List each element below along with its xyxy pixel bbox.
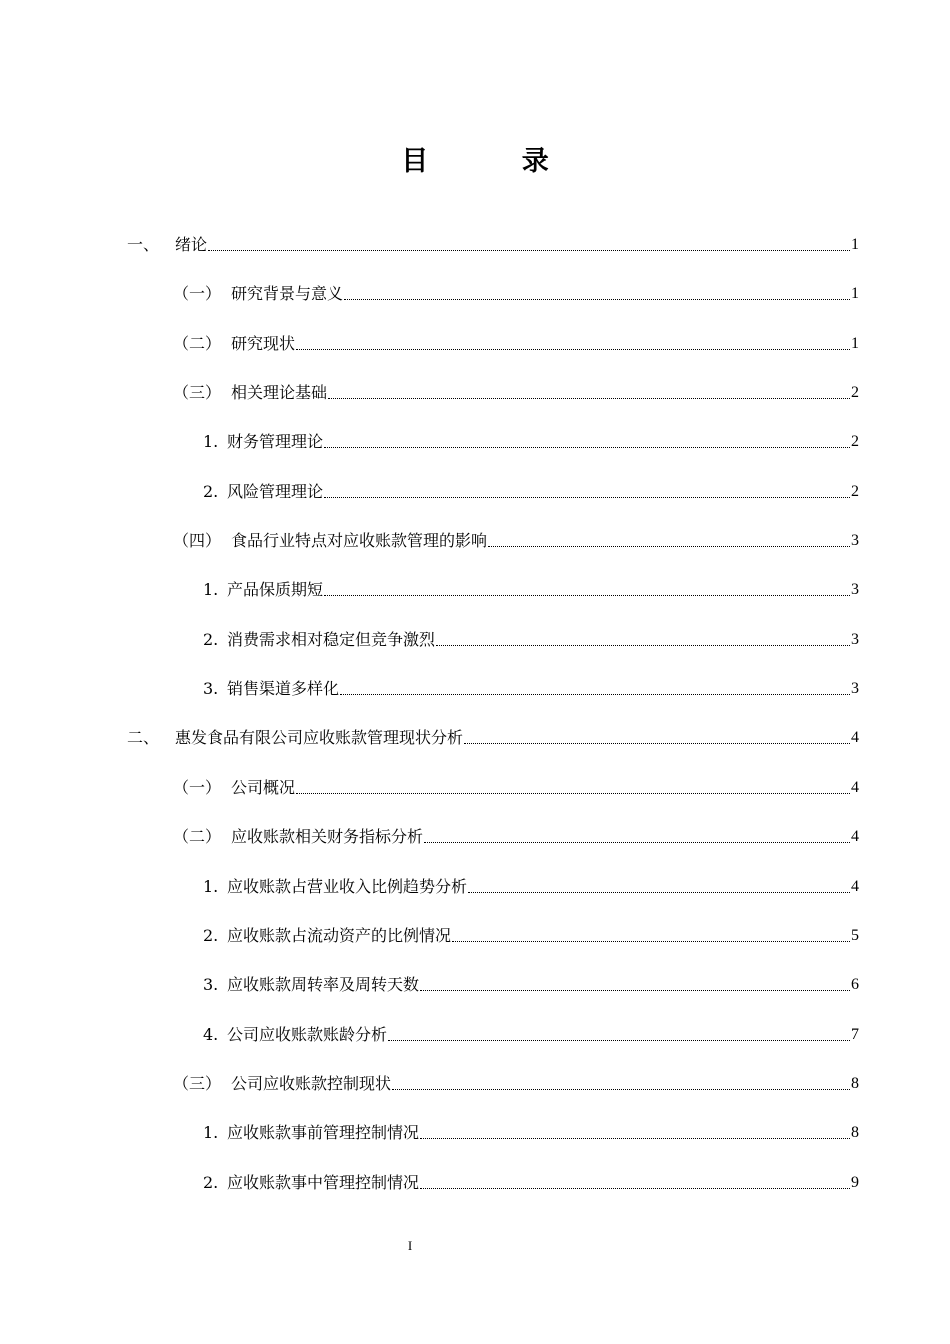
toc-entry-number: 1. <box>203 432 219 451</box>
toc-dot-leader <box>420 989 850 991</box>
toc-dot-leader <box>468 891 850 893</box>
toc-entry-label: 公司应收账款账龄分析 <box>227 1025 388 1044</box>
toc-entry-number: 一、 <box>127 235 160 254</box>
toc-entry-page: 4 <box>851 828 859 845</box>
toc-entry-label: 销售渠道多样化 <box>227 679 340 698</box>
toc-entry-label: 消费需求相对稳定但竞争激烈 <box>227 630 436 649</box>
toc-dot-leader <box>324 496 850 498</box>
toc-entry-label: 公司应收账款控制现状 <box>231 1074 392 1093</box>
toc-dot-leader <box>340 693 850 695</box>
toc-dot-leader <box>328 397 850 399</box>
toc-entry[interactable] <box>173 1064 859 1094</box>
toc-entry-label: 研究现状 <box>231 334 296 353</box>
toc-entry-label: 研究背景与意义 <box>231 284 344 303</box>
toc-entry-page: 4 <box>851 878 859 895</box>
toc-entry[interactable] <box>173 373 859 403</box>
toc-entry[interactable] <box>203 669 859 699</box>
toc-entry-page: 2 <box>851 483 859 500</box>
toc-entry-label: 应收账款相关财务指标分析 <box>231 827 424 846</box>
toc-entry-page: 1 <box>851 285 859 302</box>
toc-entry-label: 公司概况 <box>231 778 296 797</box>
toc-entry-page: 5 <box>851 927 859 944</box>
toc-entry-page: 2 <box>851 433 859 450</box>
toc-entry[interactable] <box>173 768 859 798</box>
toc-entry-number: （一） <box>173 284 222 303</box>
toc-entry-label: 应收账款占流动资产的比例情况 <box>227 926 452 945</box>
toc-entry-label: 绪论 <box>175 235 208 254</box>
toc-entry-page: 6 <box>851 976 859 993</box>
toc-entry[interactable] <box>203 916 859 946</box>
toc-dot-leader <box>296 348 850 350</box>
toc-entry-page: 9 <box>851 1174 859 1191</box>
toc-entry-page: 3 <box>851 532 859 549</box>
toc-entry-number: （三） <box>173 1074 222 1093</box>
toc-entry-number: 二、 <box>127 728 160 747</box>
toc-entry-number: 2. <box>203 926 219 945</box>
page-title: 目 录 <box>401 146 591 177</box>
toc-entry-page: 8 <box>851 1124 859 1141</box>
toc-dot-leader <box>420 1137 850 1139</box>
toc-entry-page: 1 <box>851 335 859 352</box>
toc-entry-number: 3. <box>203 679 219 698</box>
toc-entry-label: 财务管理理论 <box>227 432 324 451</box>
toc-entry-label: 应收账款事中管理控制情况 <box>227 1173 420 1192</box>
toc-dot-leader <box>436 644 850 646</box>
toc-dot-leader <box>420 1187 850 1189</box>
toc-entry[interactable] <box>203 472 859 502</box>
toc-entry-page: 3 <box>851 581 859 598</box>
page-number-footer: I <box>407 1238 413 1253</box>
toc-entry[interactable] <box>173 324 859 354</box>
toc-dot-leader <box>296 792 850 794</box>
toc-entry-number: 2. <box>203 630 219 649</box>
toc-entry-label: 惠发食品有限公司应收账款管理现状分析 <box>175 728 464 747</box>
toc-entry-page: 7 <box>851 1026 859 1043</box>
toc-entry[interactable] <box>203 965 859 995</box>
toc-dot-leader <box>488 545 850 547</box>
toc-entry-number: （三） <box>173 383 222 402</box>
toc-entry[interactable] <box>127 225 859 255</box>
toc-dot-leader <box>388 1039 850 1041</box>
toc-entry-number: 4. <box>203 1025 219 1044</box>
toc-entry[interactable] <box>203 1163 859 1193</box>
toc-entry[interactable] <box>173 521 859 551</box>
toc-entry[interactable] <box>203 422 859 452</box>
toc-entry-page: 4 <box>851 779 859 796</box>
toc-entry-number: （二） <box>173 334 222 353</box>
toc-entry-label: 产品保质期短 <box>227 580 324 599</box>
toc-entry-page: 3 <box>851 680 859 697</box>
toc-entry-number: 2. <box>203 1173 219 1192</box>
toc-entry-number: 1. <box>203 580 219 599</box>
toc-dot-leader <box>452 940 850 942</box>
toc-dot-leader <box>324 594 850 596</box>
toc-dot-leader <box>324 446 850 448</box>
toc-entry-label: 应收账款占营业收入比例趋势分析 <box>227 877 468 896</box>
toc-entry-label: 应收账款事前管理控制情况 <box>227 1123 420 1142</box>
toc-dot-leader <box>424 841 850 843</box>
toc-dot-leader <box>392 1088 850 1090</box>
toc-entry-page: 2 <box>851 384 859 401</box>
toc-entry[interactable] <box>203 1015 859 1045</box>
toc-entry[interactable] <box>127 718 859 748</box>
toc-entry[interactable] <box>173 274 859 304</box>
toc-entry-label: 应收账款周转率及周转天数 <box>227 975 420 994</box>
toc-entry-number: 1. <box>203 877 219 896</box>
toc-entry-page: 8 <box>851 1075 859 1092</box>
toc-entry-label: 风险管理理论 <box>227 482 324 501</box>
toc-entry-label: 食品行业特点对应收账款管理的影响 <box>231 531 488 550</box>
toc-entry-page: 1 <box>851 236 859 253</box>
toc-entry-page: 3 <box>851 631 859 648</box>
toc-entry-number: 3. <box>203 975 219 994</box>
toc-dot-leader <box>464 742 850 744</box>
toc-entry-number: （二） <box>173 827 222 846</box>
toc-entry-number: （一） <box>173 778 222 797</box>
toc-dot-leader <box>208 249 850 251</box>
toc-entry-number: 1. <box>203 1123 219 1142</box>
toc-entry[interactable] <box>203 867 859 897</box>
toc-entry[interactable] <box>173 817 859 847</box>
toc-dot-leader <box>344 298 850 300</box>
toc-entry[interactable] <box>203 620 859 650</box>
toc-entry[interactable] <box>203 570 859 600</box>
toc-entry-number: （四） <box>173 531 222 550</box>
toc-entry[interactable] <box>203 1113 859 1143</box>
toc-entry-label: 相关理论基础 <box>231 383 328 402</box>
toc-entry-page: 4 <box>851 729 859 746</box>
toc-entry-number: 2. <box>203 482 219 501</box>
